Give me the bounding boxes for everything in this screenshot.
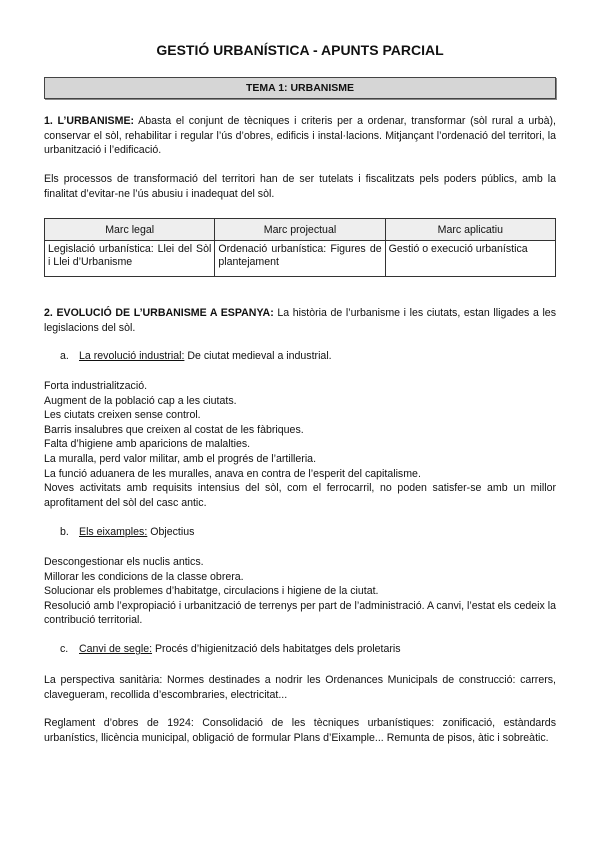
list-item-a <box>60 350 332 362</box>
line: Les ciutats creixen sense control. <box>44 409 201 422</box>
paragraph-evolucio <box>44 306 556 335</box>
lines-b <box>44 555 556 628</box>
document-title: GESTIÓ URBANÍSTICA - APUNTS PARCIAL <box>156 42 444 58</box>
list-item-b <box>60 526 194 538</box>
list-marker: a. <box>60 350 69 362</box>
subheading: Els eixamples: <box>79 526 148 538</box>
line: Descongestionar els nuclis antics. <box>44 556 204 568</box>
heading: 2. EVOLUCIÓ DE L’URBANISME A ESPANYA: <box>44 307 274 319</box>
paragraph: La perspectiva sanitària: Normes destinades a nodrir les Ordenances Municipals de construcció: carrers, clavegueram, recollida d’escombraries, electricitat... <box>44 674 556 701</box>
text: Abasta el conjunt de tècniques i criteris per a ordenar, transformar (sòl rural a urbà), conservar el sòl, rehabilitar i regular l’ús d’obres, edificis i instal·lacions. Mitjançant l’ordenació del territori, la urbanització i l’edificació. <box>44 115 556 157</box>
line: Augment de la població cap a les ciutats. <box>44 394 237 407</box>
section-banner: TEMA 1: URBANISME <box>44 77 556 99</box>
line: Forta industrialització. <box>44 380 148 392</box>
table-cell: Gestió o execució urbanística <box>385 241 555 277</box>
line: Resolució amb l’expropiació i urbanització de terrenys per part de l’administració. A canvi, l’estat els cedeix la contribució territorial. <box>44 599 556 627</box>
line: Solucionar els problemes d’habitatge, circulacions i higiene de la ciutat. <box>44 585 379 598</box>
marcs-table <box>44 218 556 277</box>
text: Objectius <box>147 526 195 538</box>
table-header: Marc projectual <box>215 219 385 241</box>
line: Falta d’higiene amb aparicions de malalties. <box>44 438 251 451</box>
table-header: Marc aplicatiu <box>385 219 555 241</box>
heading: 1. L’URBANISME: <box>44 115 135 127</box>
line: La muralla, perd valor militar, amb el progrés de l’artilleria. <box>44 452 317 465</box>
text: La història de l’urbanisme i les ciutats, estan lligades a les legislacions del sòl. <box>44 307 556 334</box>
line: Noves activitats amb requisits intensius del sòl, com el ferrocarril, no poden satisfer-se amb un millor aprofitament del sòl del casc antic. <box>44 482 556 509</box>
text: De ciutat medieval a industrial. <box>184 350 332 362</box>
paragraph: Reglament d’obres de 1924: Consolidació de les tècniques urbanístiques: zonificació, estàndards urbanístics, llicència municipal, obligació de formular Plans d’Eixample... Remunta de pisos, àtic i sobreàtic. <box>44 717 556 744</box>
line: La funció aduanera de les muralles, anava en contra de l’esperit del capitalisme. <box>44 467 421 480</box>
line: Millorar les condicions de la classe obrera. <box>44 570 244 583</box>
subheading: Canvi de segle: <box>79 643 153 655</box>
table-cell: Ordenació urbanística: Figures de plantejament <box>215 241 385 277</box>
line: Barris insalubres que creixen al costat de les fàbriques. <box>44 423 304 436</box>
list-marker: b. <box>60 526 69 538</box>
text: Procés d’higienització dels habitatges dels proletaris <box>152 643 401 655</box>
list-item-c <box>60 643 401 655</box>
subheading: La revolució industrial: <box>79 350 185 362</box>
paragraph: Els processos de transformació del territori han de ser tutelats i fiscalitzats pels poders públics, amb la finalitat d’evitar-ne l’ús abusiu i inadequat del sòl. <box>44 173 556 200</box>
table-cell: Legislació urbanística: Llei del Sòl i Llei d’Urbanisme <box>45 241 215 277</box>
lines-a <box>44 379 556 510</box>
list-marker: c. <box>60 643 69 655</box>
table-header: Marc legal <box>45 219 215 241</box>
paragraph-urbanisme <box>44 114 556 158</box>
